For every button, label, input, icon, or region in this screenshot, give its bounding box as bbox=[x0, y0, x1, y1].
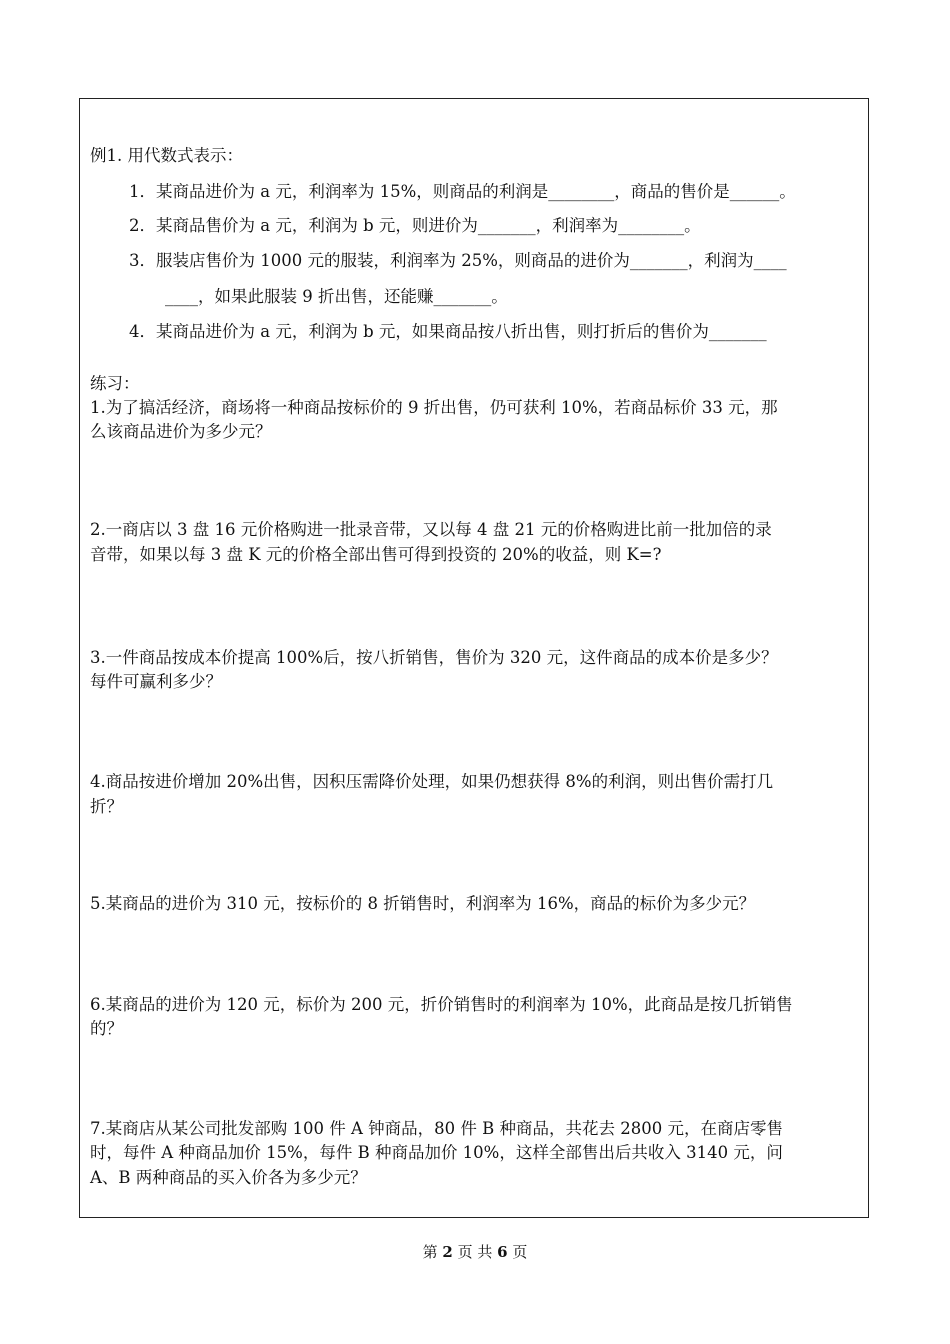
example-item-4: 4．某商品进价为 a 元，利润为 b 元，如果商品按八折出售，则打折后的售价为_______ bbox=[129, 322, 767, 341]
current-page-number: 2 bbox=[442, 1243, 453, 1261]
example-item-3: 3．服装店售价为 1000 元的服装，利润率为 25%，则商品的进价为_______，利润为____ bbox=[129, 251, 787, 270]
footer-suffix: 页 bbox=[512, 1243, 528, 1261]
practice-q7-line-2: 时，每件 A 种商品加价 15%，每件 B 种商品加价 10%，这样全部售出后共收入 3140 元，问 bbox=[90, 1143, 783, 1162]
practice-q2-line-1: 2.一商店以 3 盘 16 元价格购进一批录音带，又以每 4 盘 21 元的价格购进比前一批加倍的录 bbox=[90, 520, 772, 539]
practice-q7-line-1: 7.某商店从某公司批发部购 100 件 A 钟商品，80 件 B 种商品，共花去 2800 元，在商店零售 bbox=[90, 1119, 783, 1138]
practice-q1-line-2: 么该商品进价为多少元？ bbox=[90, 422, 272, 441]
practice-heading: 练习： bbox=[90, 374, 140, 393]
example-item-3-continued: ____，如果此服装 9 折出售，还能赚_______。 bbox=[165, 287, 508, 306]
practice-q3-line-2: 每件可赢利多少？ bbox=[90, 672, 222, 691]
practice-q5-line-1: 5.某商品的进价为 310 元，按标价的 8 折销售时，利润率为 16%，商品的标价为多少元？ bbox=[90, 894, 756, 913]
practice-q6-line-1: 6.某商品的进价为 120 元，标价为 200 元，折价销售时的利润率为 10%，此商品是按几折销售 bbox=[90, 995, 793, 1014]
example-item-1: 1．某商品进价为 a 元，利润率为 15%，则商品的利润是________，商品的售价是______。 bbox=[129, 182, 796, 201]
practice-q1-line-1: 1.为了搞活经济，商场将一种商品按标价的 9 折出售，仍可获利 10%，若商品标价 33 元，那 bbox=[90, 398, 778, 417]
practice-q3-line-1: 3.一件商品按成本价提高 100%后，按八折销售，售价为 320 元，这件商品的成本价是多少？ bbox=[90, 648, 778, 667]
total-page-count: 6 bbox=[497, 1243, 508, 1261]
example-item-2: 2．某商品售价为 a 元，利润为 b 元，则进价为_______，利润率为________。 bbox=[129, 216, 701, 235]
footer-middle: 页 共 bbox=[457, 1243, 493, 1261]
practice-q2-line-2: 音带，如果以每 3 盘 K 元的价格全部出售可得到投资的 20%的收益，则 K=? bbox=[90, 545, 662, 564]
page-footer bbox=[0, 1243, 950, 1261]
practice-q7-line-3: A、B 两种商品的买入价各为多少元？ bbox=[90, 1168, 367, 1187]
practice-q4-line-1: 4.商品按进价增加 20%出售，因积压需降价处理，如果仍想获得 8%的利润，则出售价需打几 bbox=[90, 772, 774, 791]
footer-prefix: 第 bbox=[422, 1243, 438, 1261]
practice-q6-line-2: 的？ bbox=[90, 1019, 123, 1038]
practice-q4-line-2: 折？ bbox=[90, 797, 123, 816]
example-heading: 例1. 用代数式表示： bbox=[90, 146, 243, 165]
